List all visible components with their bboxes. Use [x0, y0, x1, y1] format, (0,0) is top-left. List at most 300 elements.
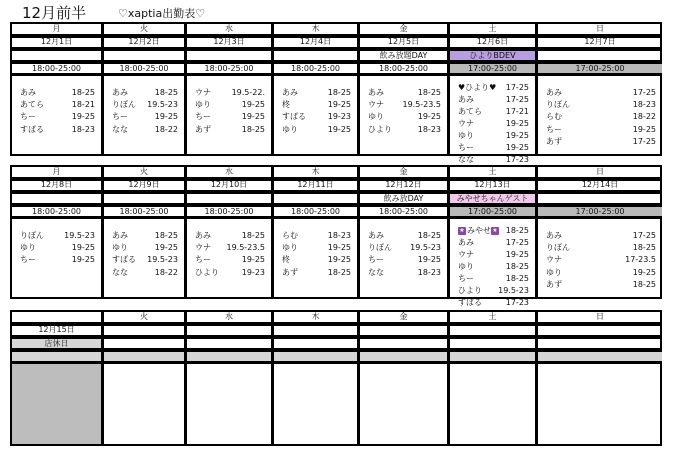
shift-time: 18-25: [505, 262, 529, 271]
staff-name: りぼん: [546, 243, 570, 253]
divider: [187, 361, 271, 364]
day-column: [184, 24, 271, 154]
weekday-label: 月: [52, 24, 61, 33]
staff-list: [112, 87, 178, 136]
staff-name: あず: [546, 279, 562, 289]
divider: [450, 322, 535, 326]
shift-time: 18-25: [417, 231, 441, 240]
divider: [274, 361, 357, 364]
event-label: [187, 51, 271, 60]
date-label: 12月4日: [299, 37, 332, 46]
weekday-label: 月: [52, 167, 61, 176]
weekday-label: 水: [225, 167, 233, 176]
staff-row: [195, 111, 265, 123]
staff-row: [112, 99, 178, 111]
staff-name: らむ: [546, 112, 562, 122]
staff-row: [195, 267, 265, 279]
staff-list: [112, 230, 178, 279]
shift-time: 18-25: [154, 88, 178, 97]
staff-name-text: みやせ: [467, 226, 491, 235]
staff-row: [195, 230, 265, 242]
staff-row: [368, 124, 441, 136]
day-column: [357, 24, 447, 154]
divider: [104, 216, 184, 219]
staff-row: [458, 130, 529, 142]
staff-name: あみ: [546, 88, 562, 97]
staff-name: 柊: [282, 255, 290, 265]
staff-name: ひより: [458, 286, 482, 295]
staff-name: あてら: [20, 100, 44, 110]
staff-list: [546, 230, 656, 291]
staff-name: りぼん: [368, 243, 392, 253]
staff-row: [112, 254, 178, 266]
staff-name: ちー: [20, 255, 36, 265]
weekday-label: 金: [399, 312, 408, 321]
shift-time: 19-25: [327, 243, 351, 253]
business-hours: [360, 352, 447, 361]
date-label: 12月3日: [213, 37, 245, 46]
date-label: 12月13日: [474, 180, 511, 189]
staff-name: ちー: [458, 274, 474, 283]
weekday-label: 火: [140, 167, 148, 176]
event-label: [450, 339, 535, 348]
shift-time: 17-23: [505, 155, 529, 164]
divider: [12, 216, 101, 219]
staff-name: なな: [112, 124, 128, 134]
week-block: [10, 22, 662, 164]
divider: [538, 322, 662, 326]
shift-time: 19-25: [71, 112, 95, 122]
shift-time: 18-25: [327, 267, 351, 277]
shift-time: 19-23: [327, 112, 351, 122]
business-hours: [12, 352, 101, 361]
shift-time: 19-25: [327, 100, 351, 110]
shift-time: 17-25: [632, 231, 656, 240]
staff-row: [20, 87, 95, 99]
shift-time: 18-25: [632, 243, 656, 253]
event-label: 飲み放題DAY: [379, 51, 428, 60]
shift-time: 19-25: [417, 255, 441, 265]
shift-time: 19-25: [327, 124, 351, 134]
staff-name: なな: [112, 267, 128, 277]
staff-name: ウナ: [458, 250, 474, 259]
shift-time: 17-25: [505, 238, 529, 247]
closed-day-fill: [12, 364, 101, 444]
shift-time: 17-25: [505, 83, 529, 92]
weekday-label: 土: [488, 24, 497, 33]
business-hours: 18:00-25:00: [119, 207, 169, 216]
staff-row: [282, 242, 351, 254]
staff-name: あみ: [458, 95, 474, 104]
weekday-label: 木: [311, 24, 320, 33]
shift-time: 19.5-23: [410, 243, 441, 253]
staff-name: すばる: [458, 298, 482, 307]
staff-row: [368, 230, 441, 242]
staff-list: [195, 87, 265, 136]
day-column: [447, 24, 535, 164]
staff-name: あみ: [112, 88, 128, 97]
staff-row: [112, 242, 178, 254]
divider: [360, 361, 447, 364]
date-label: 12月14日: [581, 180, 619, 189]
staff-list: [20, 230, 95, 267]
staff-row: [546, 267, 656, 279]
shift-time: 19-25: [71, 255, 95, 265]
staff-row: [458, 297, 529, 309]
shift-time: 17-25: [632, 88, 656, 97]
day-column: [357, 312, 447, 444]
staff-row: [458, 273, 529, 285]
date-label: 12月9日: [128, 180, 160, 189]
shift-time: 18-23: [327, 231, 351, 240]
staff-row: [368, 99, 441, 111]
staff-name: ひより: [368, 124, 392, 134]
staff-name: あみ: [368, 88, 384, 97]
staff-name: あず: [546, 136, 562, 146]
staff-row: [458, 118, 529, 130]
shift-time: 19-25: [154, 112, 178, 122]
business-hours: 17:00-25:00: [450, 207, 535, 216]
divider: [538, 73, 662, 76]
staff-name: あみ: [195, 231, 211, 240]
shift-time: 17-21: [505, 107, 529, 116]
event-label: [187, 339, 271, 348]
day-column: [535, 167, 662, 297]
staff-row: [282, 254, 351, 266]
weekday-label: 火: [140, 24, 148, 33]
shift-time: 19-25: [632, 267, 656, 277]
date-label: 12月8日: [40, 180, 73, 189]
day-column: [184, 167, 271, 297]
shift-time: 18-21: [71, 100, 95, 110]
shift-time: 19-25: [505, 250, 529, 259]
shift-time: 17-23.5: [625, 255, 656, 265]
business-hours: [538, 352, 662, 361]
staff-row: [20, 124, 95, 136]
staff-row: [546, 87, 656, 99]
staff-row: [546, 99, 656, 111]
shift-time: 18-25: [505, 226, 529, 235]
weekday-label: 火: [140, 312, 148, 321]
staff-name: ゆり: [458, 262, 474, 271]
divider: [274, 322, 357, 326]
star-icon: ★: [492, 226, 498, 234]
staff-name: あず: [282, 267, 298, 277]
event-label: 店休日: [12, 339, 101, 348]
divider: [538, 361, 662, 364]
staff-row: [112, 87, 178, 99]
staff-row: [458, 249, 529, 261]
divider: [104, 361, 184, 364]
business-hours: 18:00-25:00: [291, 207, 340, 216]
day-column: [101, 312, 184, 444]
date-label: 12月5日: [387, 37, 420, 46]
staff-row: [20, 230, 95, 242]
event-label: [274, 194, 357, 203]
day-column: [535, 312, 662, 444]
staff-name: ちー: [368, 255, 384, 265]
staff-list: [282, 230, 351, 279]
staff-name: ゆり: [368, 112, 384, 122]
staff-row: [112, 124, 178, 136]
staff-list: [546, 87, 656, 148]
staff-name: ウナ: [546, 255, 562, 265]
staff-name: あみ: [282, 88, 298, 97]
staff-name: ウナ: [195, 88, 211, 97]
staff-list: [20, 87, 95, 136]
shift-time: 18-25: [154, 231, 178, 240]
date-label: 12月10日: [210, 180, 248, 189]
staff-name: あみ: [458, 238, 474, 247]
staff-name: あみ: [112, 231, 128, 240]
staff-row: [458, 237, 529, 249]
event-label: [538, 194, 662, 203]
event-label: [274, 339, 357, 348]
day-column: [184, 312, 271, 444]
shift-time: 17-25: [505, 95, 529, 104]
event-label: [538, 339, 662, 348]
business-hours: [187, 352, 271, 361]
staff-name: ゆり: [195, 100, 211, 110]
staff-row: [458, 225, 529, 237]
staff-name: あみ: [368, 231, 384, 240]
shift-time: 18-25: [417, 88, 441, 97]
staff-row: [458, 261, 529, 273]
staff-row: [195, 99, 265, 111]
divider: [187, 322, 271, 326]
staff-name: ♥ひより♥: [458, 83, 497, 92]
staff-row: [195, 254, 265, 266]
staff-row: [20, 99, 95, 111]
business-hours: 18:00-25:00: [379, 207, 428, 216]
staff-name: ちー: [20, 112, 36, 122]
day-column: [12, 167, 101, 297]
date-label: 12月7日: [584, 37, 616, 46]
business-hours: 18:00-25:00: [204, 207, 254, 216]
weekday-label: 日: [596, 312, 604, 321]
staff-name: ちー: [195, 255, 211, 265]
shift-time: 19-25: [327, 255, 351, 265]
shift-time: 18-23: [71, 124, 95, 134]
event-label: 飲み放DAY: [383, 194, 424, 203]
divider: [360, 73, 447, 76]
shift-time: 19-25: [154, 243, 178, 253]
staff-row: [195, 124, 265, 136]
day-column: [447, 312, 535, 444]
day-column: [271, 24, 357, 154]
shift-time: 18-22: [154, 267, 178, 277]
week-block: [10, 165, 662, 307]
weekday-label: 土: [488, 167, 497, 176]
shift-time: 19-25: [241, 112, 265, 122]
date-label: 12月15日: [38, 325, 75, 334]
staff-list: [368, 230, 441, 279]
shift-time: 18-25: [241, 124, 265, 134]
staff-row: [458, 106, 529, 118]
staff-row: [20, 111, 95, 123]
staff-name: りぼん: [112, 100, 136, 110]
staff-row: [546, 124, 656, 136]
staff-name: あみ: [546, 231, 562, 240]
staff-row: [458, 94, 529, 106]
shift-time: 18-23: [632, 100, 656, 110]
day-column: [535, 24, 662, 154]
shift-time: 18-25: [327, 88, 351, 97]
divider: [104, 73, 184, 76]
divider: [187, 216, 271, 219]
staff-list: [458, 225, 529, 309]
staff-row: [195, 242, 265, 254]
day-column: [447, 167, 535, 307]
staff-row: [546, 279, 656, 291]
divider: [360, 322, 447, 326]
shift-time: 19-25: [71, 243, 95, 253]
day-column: [12, 312, 101, 444]
staff-name: あず: [195, 124, 211, 134]
staff-name: らむ: [282, 231, 298, 240]
staff-row: [458, 82, 529, 94]
shift-time: 19-25: [632, 124, 656, 134]
event-label: ひよりBDEV: [450, 51, 535, 60]
shift-time: 19.5-22.: [231, 88, 265, 97]
staff-row: [112, 111, 178, 123]
page-title: 12月前半: [22, 4, 87, 22]
staff-row: [282, 99, 351, 111]
divider: [450, 361, 535, 364]
staff-name: りぼん: [546, 100, 570, 110]
business-hours: [274, 352, 357, 361]
day-column: [12, 24, 101, 154]
staff-name: ゆり: [20, 243, 36, 253]
staff-name: ウナ: [458, 119, 474, 128]
event-label: [104, 51, 184, 60]
staff-name: ひより: [195, 267, 219, 277]
divider: [450, 73, 535, 76]
staff-row: [282, 87, 351, 99]
shift-time: 17-23: [505, 298, 529, 307]
staff-row: [282, 111, 351, 123]
shift-time: 18-22: [632, 112, 656, 122]
business-hours: 17:00-25:00: [538, 207, 662, 216]
staff-name: なな: [458, 155, 474, 164]
event-label: [104, 339, 184, 348]
weekday-label: 木: [311, 167, 320, 176]
staff-row: [368, 111, 441, 123]
staff-name: すばる: [282, 112, 306, 122]
date-label: 12月11日: [297, 180, 334, 189]
event-label: みやせちゃんゲスト: [450, 194, 535, 203]
event-label: [187, 194, 271, 203]
shift-time: 19.5-23: [64, 231, 95, 240]
staff-list: [368, 87, 441, 136]
staff-name: ゆり: [282, 243, 298, 253]
shift-time: 18-25: [632, 279, 656, 289]
staff-name: ちー: [112, 112, 128, 122]
shift-time: 19-25: [505, 131, 529, 140]
shift-time: 19-23: [241, 267, 265, 277]
day-column: [357, 167, 447, 297]
staff-name: ゆり: [112, 243, 128, 253]
event-label: [12, 194, 101, 203]
divider: [360, 216, 447, 219]
staff-row: [546, 111, 656, 123]
weekday-label: 金: [399, 24, 408, 33]
weekday-label: 水: [225, 24, 233, 33]
divider: [187, 73, 271, 76]
star-icon: ★: [459, 226, 465, 234]
staff-name: ゆり: [546, 267, 562, 277]
staff-list: [195, 230, 265, 279]
weekday-label: 日: [596, 24, 604, 33]
day-column: [271, 312, 357, 444]
staff-row: [282, 267, 351, 279]
staff-row: [112, 230, 178, 242]
staff-row: [195, 87, 265, 99]
date-label: 12月12日: [385, 180, 422, 189]
business-hours: 18:00-25:00: [119, 64, 169, 73]
divider: [538, 216, 662, 219]
shift-time: 18-23: [417, 267, 441, 277]
staff-row: [458, 285, 529, 297]
staff-row: [368, 242, 441, 254]
weekday-label: 木: [311, 312, 320, 321]
shift-time: 18-25: [505, 274, 529, 283]
business-hours: 18:00-25:00: [32, 64, 81, 73]
shift-time: 18-25: [241, 231, 265, 240]
day-column: [101, 24, 184, 154]
day-column: [101, 167, 184, 297]
staff-row: [282, 124, 351, 136]
business-hours: 18:00-25:00: [291, 64, 340, 73]
staff-row: [546, 254, 656, 266]
staff-name: なな: [368, 267, 384, 277]
staff-name: すばる: [112, 255, 136, 265]
staff-name: ウナ: [195, 243, 211, 253]
shift-time: 19-25: [505, 119, 529, 128]
shift-time: 19.5-23: [147, 100, 178, 110]
event-label: [538, 51, 662, 60]
staff-row: [546, 242, 656, 254]
event-label: [360, 339, 447, 348]
event-label: [104, 194, 184, 203]
staff-row: [20, 254, 95, 266]
staff-name: ちー: [546, 124, 562, 134]
divider: [12, 73, 101, 76]
shift-time: 19-25: [417, 112, 441, 122]
staff-list: [282, 87, 351, 136]
shift-time: 19.5-23.5: [226, 243, 265, 253]
staff-row: [546, 136, 656, 148]
staff-name: ゆり: [458, 131, 474, 140]
weekday-label: 金: [399, 167, 408, 176]
shift-time: 19.5-23: [147, 255, 178, 265]
date-label: 12月2日: [128, 37, 160, 46]
staff-row: [20, 242, 95, 254]
staff-row: [112, 267, 178, 279]
day-column: [271, 167, 357, 297]
staff-name: りぼん: [20, 231, 44, 240]
business-hours: 18:00-25:00: [32, 207, 81, 216]
divider: [274, 73, 357, 76]
shift-time: 19.5-23.5: [402, 100, 441, 110]
business-hours: 18:00-25:00: [379, 64, 428, 73]
staff-row: [368, 267, 441, 279]
staff-name: あてら: [458, 107, 482, 116]
staff-name: ゆり: [282, 124, 298, 134]
staff-row: [458, 142, 529, 154]
weekday-label: 水: [225, 312, 233, 321]
business-hours: [450, 352, 535, 361]
